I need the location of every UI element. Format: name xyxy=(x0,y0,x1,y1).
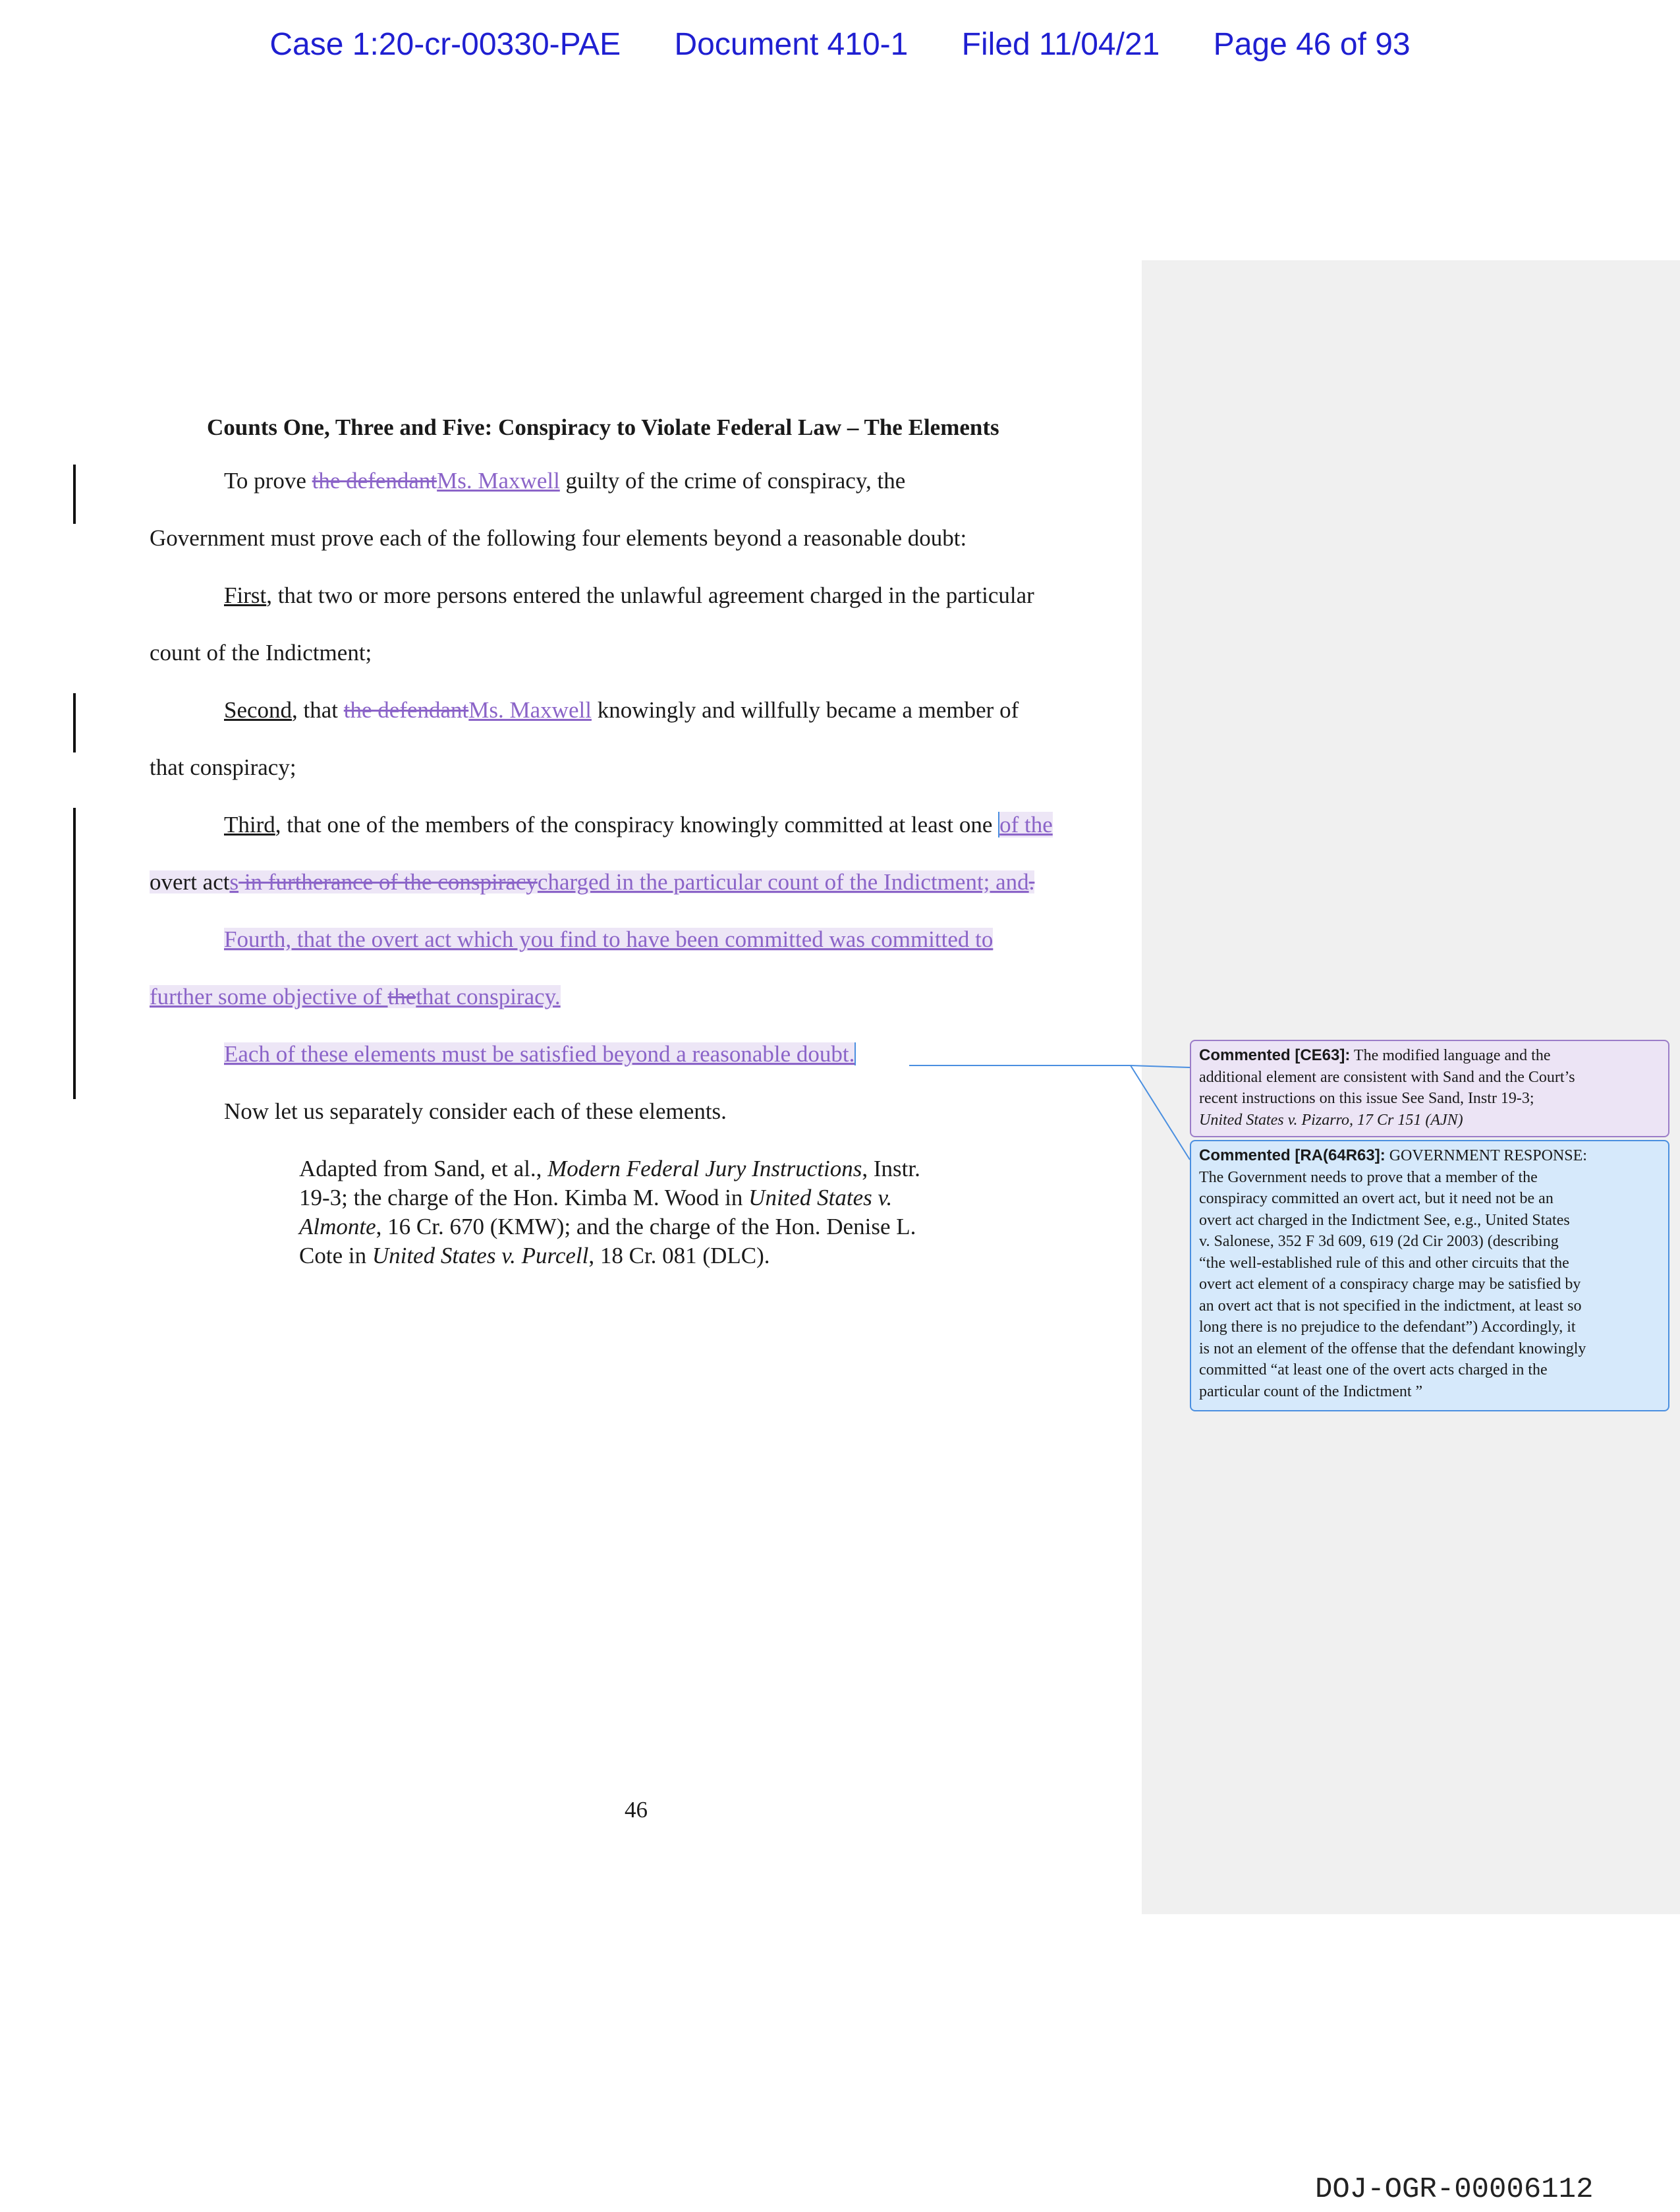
case-number: Case 1:20-cr-00330-PAE xyxy=(269,27,621,62)
inserted-text: Ms. Maxwell xyxy=(437,468,560,494)
inserted-text: further some objective of xyxy=(150,984,388,1009)
comment-line: particular count of the Indictment ” xyxy=(1199,1382,1423,1400)
element-label: Second xyxy=(224,697,293,723)
text-run: , that two or more persons entered the unlawful agreement charged in the particular xyxy=(266,582,1034,608)
comment-label: Commented [RA(64R63]: xyxy=(1199,1147,1386,1164)
deleted-text: in furtherance of the conspiracy xyxy=(238,869,538,895)
comment-line: additional element are consistent with Sand and the Court’s xyxy=(1199,1068,1575,1086)
comment-line xyxy=(1199,1145,1660,1167)
paragraph-7: Now let us separately consider each of these elements. xyxy=(224,1098,727,1124)
inserted-text: of the xyxy=(999,812,1053,837)
deleted-text: the defendant xyxy=(312,468,437,494)
case-name: United States v. xyxy=(748,1185,893,1210)
case-name: Almonte xyxy=(299,1214,376,1239)
comment-line xyxy=(1199,1045,1660,1067)
comment-line: long there is no prejudice to the defendant”) Accordingly, it xyxy=(1199,1319,1576,1336)
comment-balloon-ra64r63[interactable] xyxy=(1190,1140,1669,1411)
text-run: 19-3; the charge of the Hon. Kimba M. Wood in xyxy=(299,1185,749,1210)
comment-connector-line xyxy=(909,1065,1190,1067)
inserted-text: charged in the particular count of the Indictment; and xyxy=(537,869,1029,895)
comment-line: committed “at least one of the overt acts charged in the xyxy=(1199,1361,1548,1378)
comment-line: v. Salonese, 352 F 3d 609, 619 (2d Cir 2003) (describing xyxy=(1199,1233,1559,1250)
page-indicator: Page 46 of 93 xyxy=(1213,27,1411,62)
deleted-text: the xyxy=(387,984,416,1009)
comment-text: GOVERNMENT RESPONSE: xyxy=(1385,1147,1587,1164)
comment-line: an overt act that is not specified in the indictment, at least so xyxy=(1199,1297,1582,1315)
comment-connector-line xyxy=(1131,1065,1190,1160)
paragraph-2-line-2: count of the Indictment; xyxy=(150,640,372,666)
element-label: First xyxy=(224,582,267,608)
text-run: Adapted from Sand, et al., xyxy=(299,1156,548,1181)
filed-date: Filed 11/04/21 xyxy=(961,27,1160,62)
comment-line: “the well-established rule of this and other circuits that the xyxy=(1199,1254,1569,1272)
citation-title: Modern Federal Jury Instructions xyxy=(547,1156,862,1181)
paragraph-6: Each of these elements must be satisfied beyond a reasonable doubt. xyxy=(224,1041,855,1067)
text-run: , that xyxy=(292,697,344,723)
comment-line: overt act element of a conspiracy charge may be satisfied by xyxy=(1199,1276,1581,1293)
comment-line: recent instructions on this issue See Sand, Instr 19-3; xyxy=(1199,1090,1534,1107)
comment-line: overt act charged in the Indictment See, e.g., United States xyxy=(1199,1211,1570,1229)
paragraph-1-line-2: Government must prove each of the following four elements beyond a reasonable doubt: xyxy=(150,525,967,551)
text-run: knowingly and willfully became a member of xyxy=(591,697,1019,723)
comment-line: conspiracy committed an overt act, but it need not be an xyxy=(1199,1190,1554,1207)
inserted-text: that conspiracy. xyxy=(416,984,561,1009)
text-run: , 18 Cr. 081 (DLC). xyxy=(588,1243,770,1268)
paragraph-3-line-2: that conspiracy; xyxy=(150,754,296,780)
comment-label: Commented [CE63]: xyxy=(1199,1046,1351,1064)
comment-text: The modified language and the xyxy=(1350,1047,1551,1064)
paragraph-5-line-1: Fourth, that the overt act which you find to have been committed was committed to xyxy=(224,926,994,952)
comment-line: The Government needs to prove that a member of the xyxy=(1199,1168,1538,1186)
text-run: overt act xyxy=(150,869,230,895)
inserted-text: Ms. Maxwell xyxy=(468,697,592,723)
section-heading: Counts One, Three and Five: Conspiracy to Violate Federal Law – The Elements xyxy=(207,414,999,440)
element-label: Third xyxy=(224,812,275,837)
text-run: , 16 Cr. 670 (KMW); and the charge of the Hon. Denise L. xyxy=(376,1214,916,1239)
text-run: Cote in xyxy=(299,1243,372,1268)
case-name: United States v. Purcell xyxy=(372,1243,589,1268)
deleted-text: the defendant xyxy=(343,697,469,723)
comment-balloon-ce63[interactable] xyxy=(1190,1040,1669,1137)
text-run: To prove xyxy=(224,468,312,494)
inserted-text: s xyxy=(229,869,239,895)
page-number: 46 xyxy=(625,1797,648,1823)
bates-number: DOJ-OGR-00006112 xyxy=(1315,2173,1594,2206)
document-number: Document 410-1 xyxy=(674,27,909,62)
text-run: , that one of the members of the conspiracy knowingly committed at least one xyxy=(275,812,999,837)
text-run: guilty of the crime of conspiracy, the xyxy=(559,468,906,494)
deleted-text: . xyxy=(1028,869,1035,895)
text-run: , Instr. xyxy=(862,1156,920,1181)
comment-line: United States v. Pizarro, 17 Cr 151 (AJN) xyxy=(1199,1111,1463,1129)
comment-line: is not an element of the offense that the defendant knowingly xyxy=(1199,1340,1586,1357)
